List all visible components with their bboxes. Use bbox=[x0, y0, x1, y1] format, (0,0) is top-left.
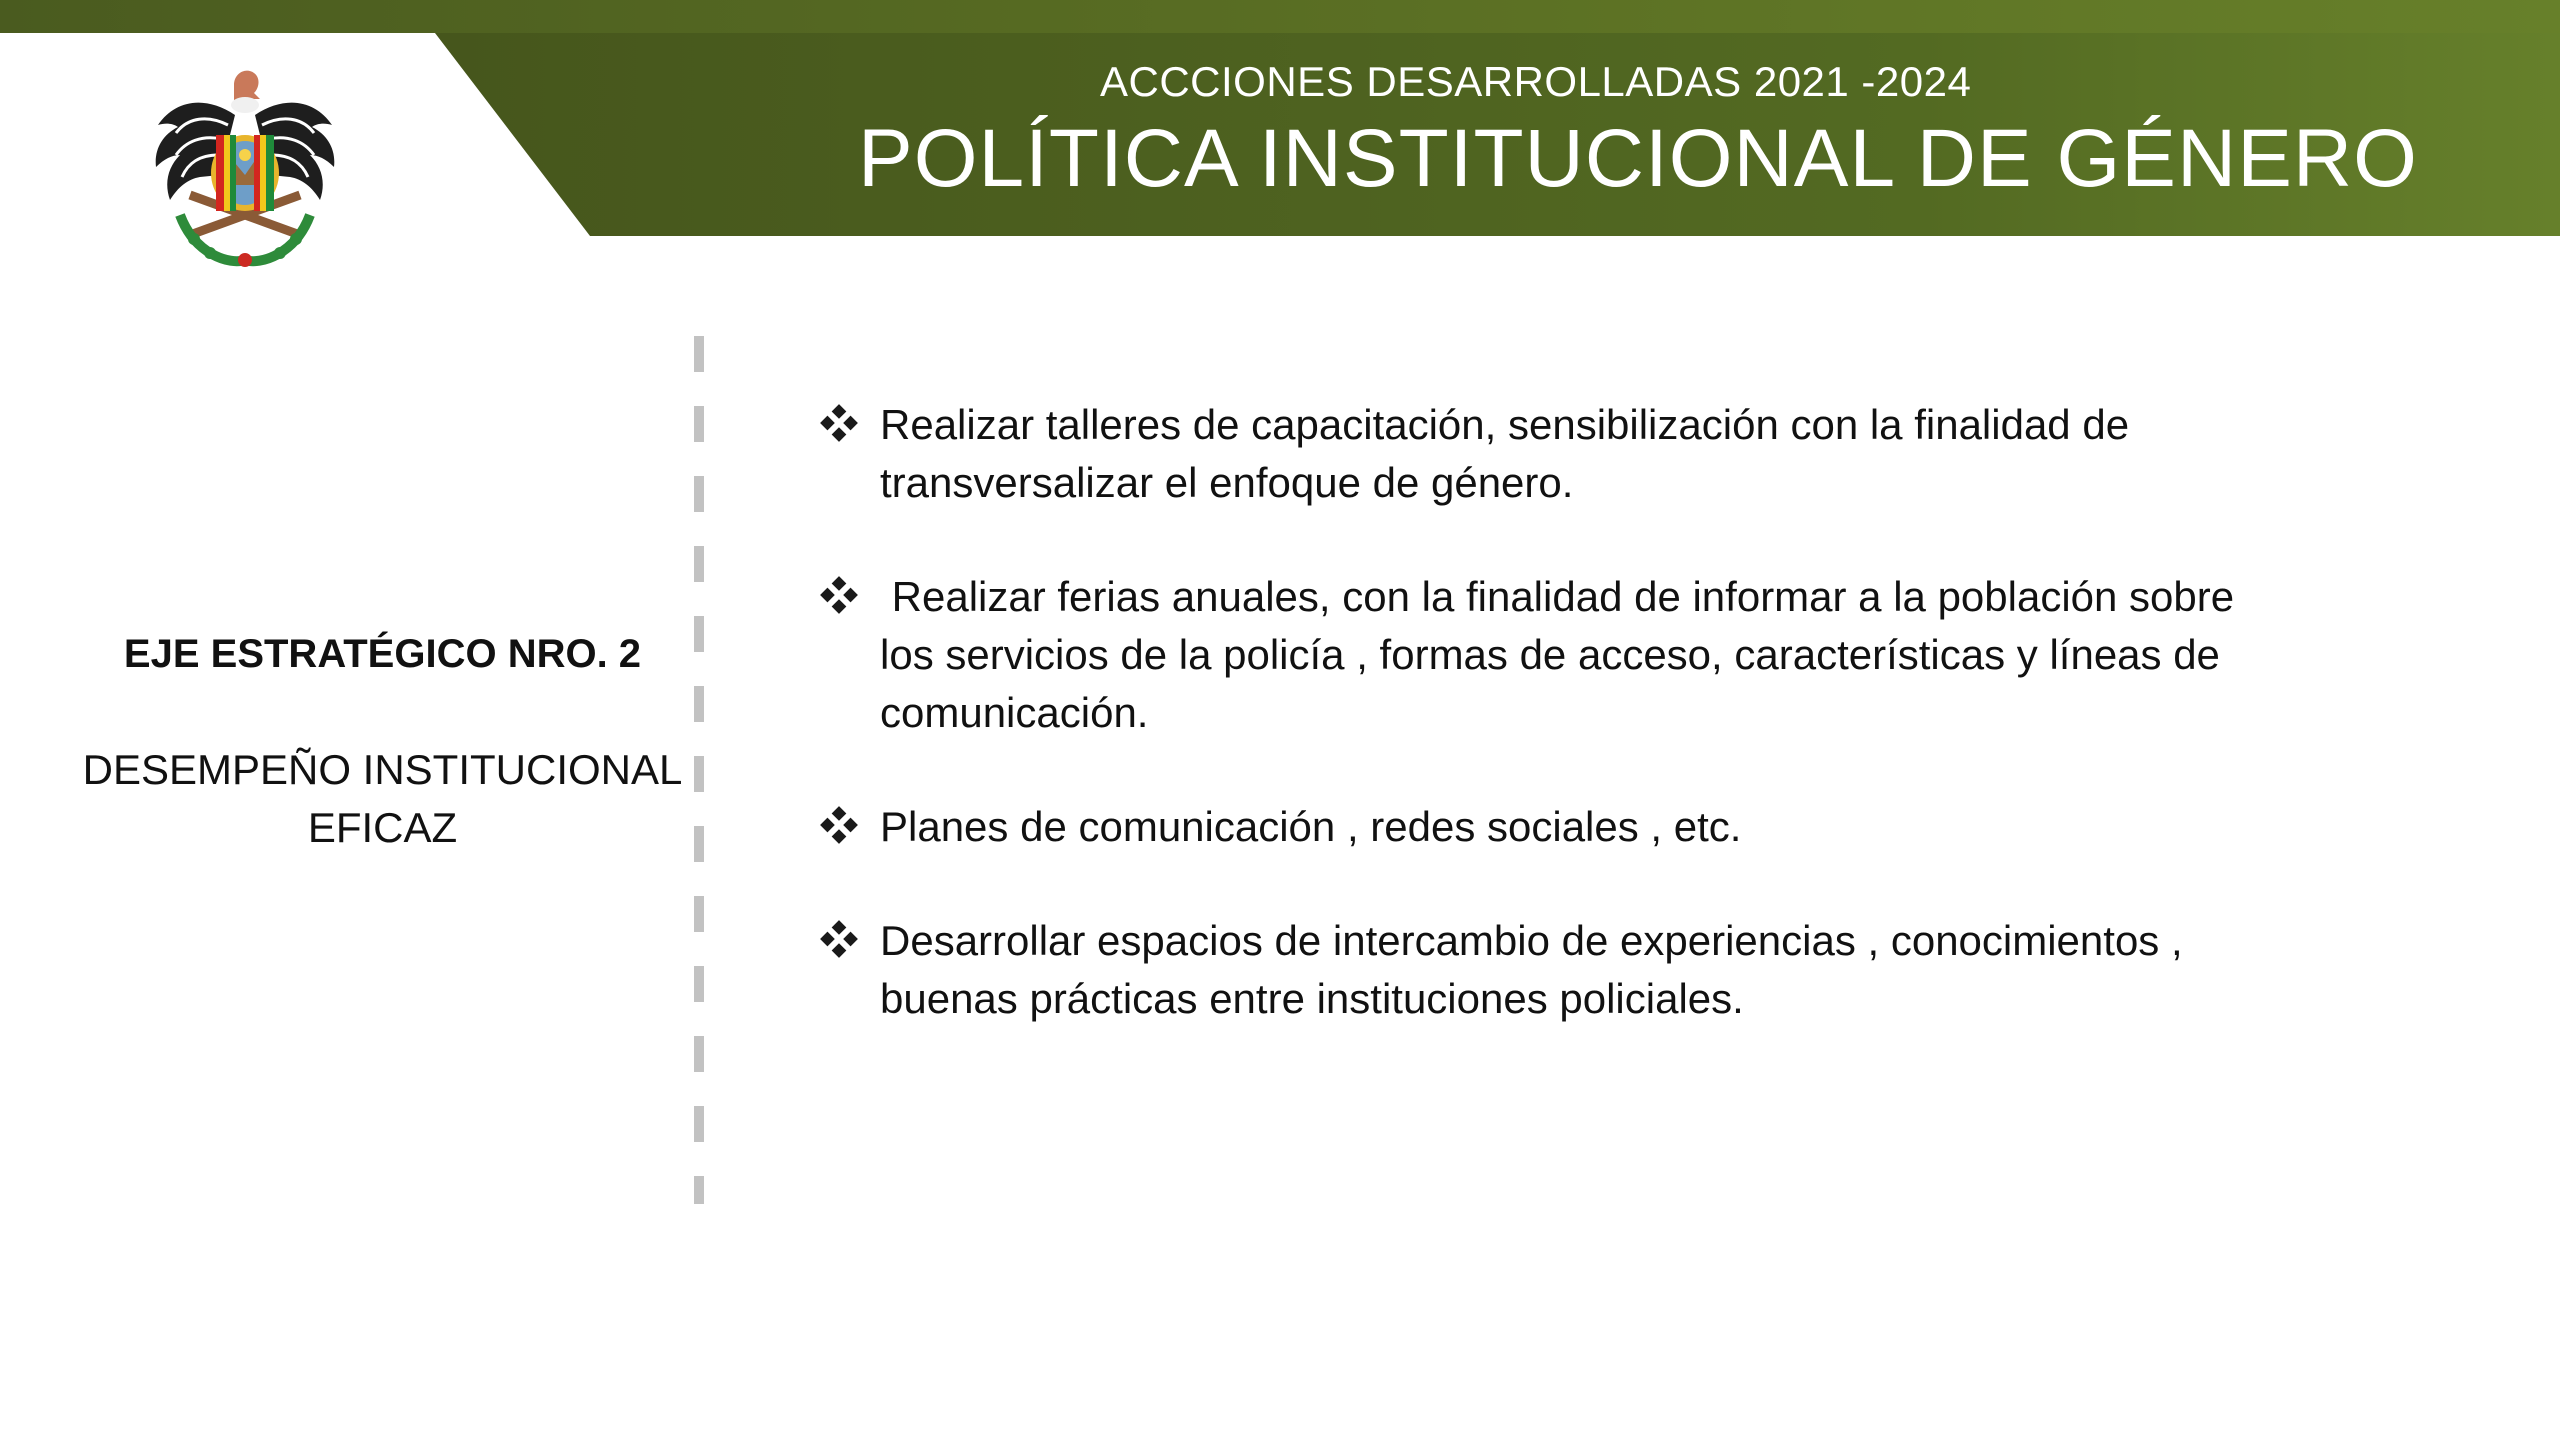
action-text-line: Realizar ferias anuales, con la finalidad de informar a la población sobre bbox=[880, 573, 2235, 620]
strategic-axis-label: EJE ESTRATÉGICO NRO. 2 bbox=[123, 632, 642, 676]
action-text-line: Planes de comunicación , redes sociales , etc. bbox=[880, 803, 1742, 850]
police-emblem-icon bbox=[150, 55, 340, 270]
four-diamond-bullet-icon bbox=[818, 574, 860, 616]
action-item-3 bbox=[818, 798, 2318, 856]
actions-list bbox=[818, 396, 2318, 1084]
action-text-line: los servicios de la policía , formas de acceso, características y líneas de bbox=[880, 631, 2220, 678]
action-text-line: Realizar talleres de capacitación, sensibilización con la finalidad de bbox=[880, 401, 2130, 448]
four-diamond-bullet-icon bbox=[818, 918, 860, 960]
four-diamond-bullet-icon bbox=[818, 402, 860, 444]
action-item-1 bbox=[818, 396, 2318, 512]
axis-description-line: DESEMPEÑO INSTITUCIONAL bbox=[82, 746, 683, 793]
four-diamond-bullet-icon bbox=[818, 804, 860, 846]
action-text-line: comunicación. bbox=[880, 689, 1149, 736]
strategic-axis-description bbox=[80, 741, 685, 857]
action-item-4 bbox=[818, 912, 2318, 1028]
axis-description-line: EFICAZ bbox=[307, 804, 458, 851]
action-text-line: transversalizar el enfoque de género. bbox=[880, 459, 1574, 506]
action-text-line: Desarrollar espacios de intercambio de experiencias , conocimientos , bbox=[880, 917, 2183, 964]
dashed-divider bbox=[694, 336, 704, 1204]
action-item-2 bbox=[818, 568, 2318, 742]
action-text-line: buenas prácticas entre instituciones policiales. bbox=[880, 975, 1744, 1022]
strategic-axis-panel bbox=[80, 632, 685, 857]
page-title: POLÍTICA INSTITUCIONAL DE GÉNERO bbox=[858, 113, 2418, 204]
header-subtitle: ACCCIONES DESARROLLADAS 2021 -2024 bbox=[1100, 58, 1972, 105]
